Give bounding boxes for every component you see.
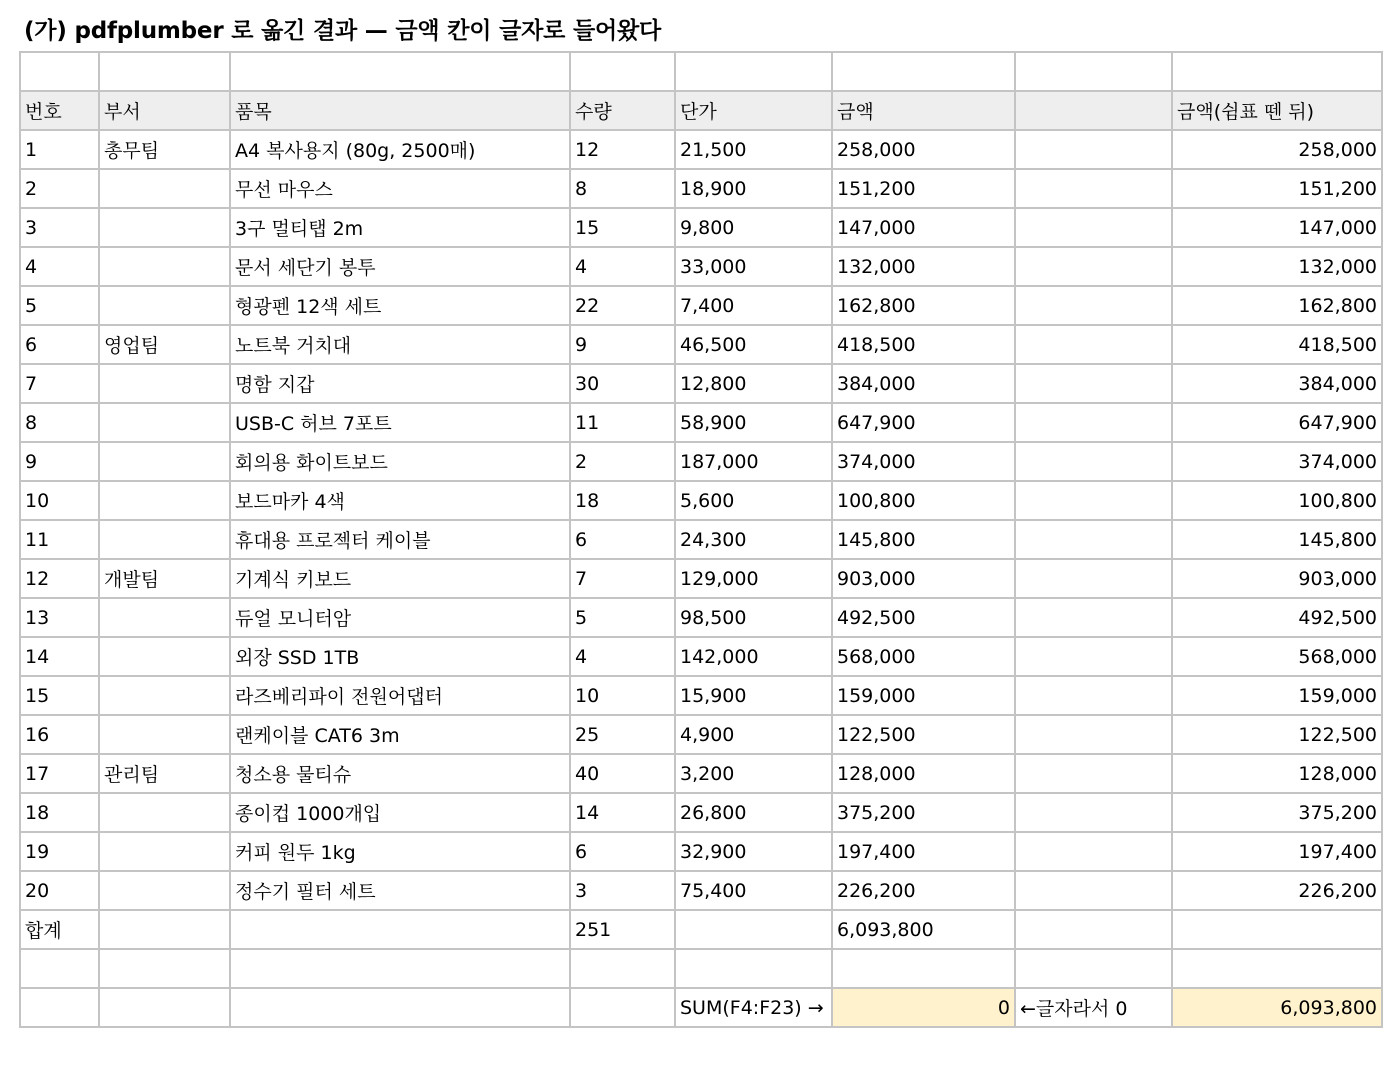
cell-amount-fixed[interactable]: 128,000 xyxy=(1172,754,1382,793)
cell-amount[interactable]: 226,200 xyxy=(832,871,1015,910)
table-row xyxy=(20,832,1382,871)
cell-item[interactable]: 형광펜 12색 세트 xyxy=(230,286,570,325)
cell-amount-fixed[interactable]: 122,500 xyxy=(1172,715,1382,754)
cell[interactable] xyxy=(675,949,832,988)
cell-dept[interactable] xyxy=(99,715,230,754)
cell-dept[interactable] xyxy=(99,832,230,871)
cell-extra[interactable] xyxy=(1015,442,1172,481)
cell-amount[interactable]: 374,000 xyxy=(832,442,1015,481)
cell-price[interactable]: 26,800 xyxy=(675,793,832,832)
cell[interactable] xyxy=(1015,910,1172,949)
cell-item[interactable]: 명함 지갑 xyxy=(230,364,570,403)
cell[interactable] xyxy=(570,988,675,1027)
spreadsheet-grid xyxy=(19,51,1383,1028)
cell-no[interactable]: 14 xyxy=(20,637,99,676)
cell-extra[interactable] xyxy=(1015,637,1172,676)
cell-price[interactable]: 58,900 xyxy=(675,403,832,442)
cell-item[interactable]: 휴대용 프로젝터 케이블 xyxy=(230,520,570,559)
cell-dept[interactable] xyxy=(99,403,230,442)
cell-amount-fixed[interactable]: 162,800 xyxy=(1172,286,1382,325)
cell-price[interactable]: 98,500 xyxy=(675,598,832,637)
cell-item[interactable]: 기계식 키보드 xyxy=(230,559,570,598)
sum-note-cell[interactable]: ←글자라서 0 xyxy=(1015,988,1172,1027)
cell-extra[interactable] xyxy=(1015,715,1172,754)
cell-no[interactable]: 16 xyxy=(20,715,99,754)
cell-qty[interactable]: 6 xyxy=(570,520,675,559)
cell-item[interactable]: 라즈베리파이 전원어댑터 xyxy=(230,676,570,715)
total-row xyxy=(20,910,1382,949)
cell-extra[interactable] xyxy=(1015,325,1172,364)
cell-item[interactable]: 듀얼 모니터암 xyxy=(230,598,570,637)
cell-qty[interactable]: 40 xyxy=(570,754,675,793)
cell-amount-fixed[interactable]: 132,000 xyxy=(1172,247,1382,286)
cell-dept[interactable] xyxy=(99,637,230,676)
cell[interactable] xyxy=(1172,949,1382,988)
cell-no[interactable]: 2 xyxy=(20,169,99,208)
cell[interactable] xyxy=(230,949,570,988)
cell[interactable] xyxy=(20,52,99,91)
cell-amount-fixed[interactable]: 374,000 xyxy=(1172,442,1382,481)
cell-extra[interactable] xyxy=(1015,793,1172,832)
cell-dept[interactable] xyxy=(99,871,230,910)
cell-extra[interactable] xyxy=(1015,247,1172,286)
cell-item[interactable]: A4 복사용지 (80g, 2500매) xyxy=(230,130,570,169)
cell-item[interactable]: 문서 세단기 봉투 xyxy=(230,247,570,286)
cell-price[interactable]: 129,000 xyxy=(675,559,832,598)
cell-price[interactable]: 75,400 xyxy=(675,871,832,910)
cell-price[interactable]: 4,900 xyxy=(675,715,832,754)
empty-row xyxy=(20,52,1382,91)
cell-extra[interactable] xyxy=(1015,754,1172,793)
cell-no[interactable]: 10 xyxy=(20,481,99,520)
cell-qty[interactable]: 3 xyxy=(570,871,675,910)
cell-dept[interactable] xyxy=(99,598,230,637)
cell-no[interactable]: 17 xyxy=(20,754,99,793)
table-row xyxy=(20,676,1382,715)
table-row xyxy=(20,247,1382,286)
cell-price[interactable]: 46,500 xyxy=(675,325,832,364)
cell[interactable] xyxy=(99,910,230,949)
cell-item[interactable]: 외장 SSD 1TB xyxy=(230,637,570,676)
cell[interactable] xyxy=(1015,52,1172,91)
cell-amount[interactable]: 132,000 xyxy=(832,247,1015,286)
cell-no[interactable]: 19 xyxy=(20,832,99,871)
header-cell-price[interactable]: 단가 xyxy=(675,91,832,130)
cell-price[interactable]: 12,800 xyxy=(675,364,832,403)
total-qty-cell[interactable]: 251 xyxy=(570,910,675,949)
table-row xyxy=(20,169,1382,208)
total-label-cell[interactable]: 합계 xyxy=(20,910,99,949)
cell-price[interactable]: 7,400 xyxy=(675,286,832,325)
cell-dept[interactable] xyxy=(99,442,230,481)
table-row xyxy=(20,442,1382,481)
cell-amount-fixed[interactable]: 647,900 xyxy=(1172,403,1382,442)
cell-amount[interactable]: 492,500 xyxy=(832,598,1015,637)
cell-amount[interactable]: 159,000 xyxy=(832,676,1015,715)
table-row xyxy=(20,403,1382,442)
cell-amount[interactable]: 145,800 xyxy=(832,520,1015,559)
cell-extra[interactable] xyxy=(1015,520,1172,559)
cell-amount-fixed[interactable]: 568,000 xyxy=(1172,637,1382,676)
cell-item[interactable]: 무선 마우스 xyxy=(230,169,570,208)
cell[interactable] xyxy=(230,910,570,949)
cell-qty[interactable]: 12 xyxy=(570,130,675,169)
cell-qty[interactable]: 11 xyxy=(570,403,675,442)
table-row xyxy=(20,598,1382,637)
cell-amount[interactable]: 197,400 xyxy=(832,832,1015,871)
cell-dept[interactable] xyxy=(99,247,230,286)
cell-no[interactable]: 12 xyxy=(20,559,99,598)
cell-item[interactable]: 보드마카 4색 xyxy=(230,481,570,520)
cell-qty[interactable]: 4 xyxy=(570,637,675,676)
cell-dept[interactable]: 총무팀 xyxy=(99,130,230,169)
cell-amount[interactable]: 122,500 xyxy=(832,715,1015,754)
cell-amount[interactable]: 568,000 xyxy=(832,637,1015,676)
table-row xyxy=(20,286,1382,325)
table-row xyxy=(20,871,1382,910)
cell-qty[interactable]: 6 xyxy=(570,832,675,871)
cell-qty[interactable]: 30 xyxy=(570,364,675,403)
header-cell-qty[interactable]: 수량 xyxy=(570,91,675,130)
cell-item[interactable]: 정수기 필터 세트 xyxy=(230,871,570,910)
cell-amount-fixed[interactable]: 145,800 xyxy=(1172,520,1382,559)
cell-extra[interactable] xyxy=(1015,169,1172,208)
cell-dept[interactable] xyxy=(99,520,230,559)
total-amount-cell[interactable]: 6,093,800 xyxy=(832,910,1015,949)
cell-no[interactable]: 1 xyxy=(20,130,99,169)
cell-no[interactable]: 13 xyxy=(20,598,99,637)
cell-dept[interactable] xyxy=(99,286,230,325)
cell-qty[interactable]: 4 xyxy=(570,247,675,286)
cell-extra[interactable] xyxy=(1015,208,1172,247)
cell-no[interactable]: 9 xyxy=(20,442,99,481)
cell-dept[interactable] xyxy=(99,169,230,208)
cell-amount[interactable]: 162,800 xyxy=(832,286,1015,325)
sum-result-cell[interactable]: 0 xyxy=(832,988,1015,1027)
cell-price[interactable]: 15,900 xyxy=(675,676,832,715)
cell-amount[interactable]: 418,500 xyxy=(832,325,1015,364)
cell-amount-fixed[interactable]: 100,800 xyxy=(1172,481,1382,520)
cell-price[interactable]: 32,900 xyxy=(675,832,832,871)
sum-formula-label[interactable]: SUM(F4:F23) → xyxy=(675,988,832,1027)
cell-extra[interactable] xyxy=(1015,481,1172,520)
cell[interactable] xyxy=(230,52,570,91)
cell-amount-fixed[interactable]: 375,200 xyxy=(1172,793,1382,832)
cell-amount-fixed[interactable]: 903,000 xyxy=(1172,559,1382,598)
cell-no[interactable]: 7 xyxy=(20,364,99,403)
cell-item[interactable]: 커피 원두 1kg xyxy=(230,832,570,871)
cell-amount[interactable]: 375,200 xyxy=(832,793,1015,832)
cell-dept[interactable] xyxy=(99,676,230,715)
cell-no[interactable]: 8 xyxy=(20,403,99,442)
cell-qty[interactable]: 14 xyxy=(570,793,675,832)
table-row xyxy=(20,520,1382,559)
cell[interactable] xyxy=(99,52,230,91)
cell-extra[interactable] xyxy=(1015,364,1172,403)
cell-extra[interactable] xyxy=(1015,871,1172,910)
cell-no[interactable]: 15 xyxy=(20,676,99,715)
cell-no[interactable]: 18 xyxy=(20,793,99,832)
spreadsheet-body xyxy=(20,52,1382,1027)
cell-amount-fixed[interactable]: 159,000 xyxy=(1172,676,1382,715)
cell-amount[interactable]: 151,200 xyxy=(832,169,1015,208)
cell-dept[interactable] xyxy=(99,208,230,247)
cell[interactable] xyxy=(832,949,1015,988)
header-cell-amount[interactable]: 금액 xyxy=(832,91,1015,130)
table-row xyxy=(20,559,1382,598)
cell-item[interactable]: USB-C 허브 7포트 xyxy=(230,403,570,442)
cell-no[interactable]: 4 xyxy=(20,247,99,286)
cell-extra[interactable] xyxy=(1015,559,1172,598)
cell-item[interactable]: 종이컵 1000개입 xyxy=(230,793,570,832)
cell-qty[interactable]: 18 xyxy=(570,481,675,520)
cell-dept[interactable] xyxy=(99,364,230,403)
cell-amount-fixed[interactable]: 384,000 xyxy=(1172,364,1382,403)
cell-item[interactable]: 청소용 물티슈 xyxy=(230,754,570,793)
cell-amount-fixed[interactable]: 492,500 xyxy=(1172,598,1382,637)
cell[interactable] xyxy=(1015,949,1172,988)
cell-price[interactable]: 21,500 xyxy=(675,130,832,169)
cell[interactable] xyxy=(99,949,230,988)
cell-item[interactable]: 랜케이블 CAT6 3m xyxy=(230,715,570,754)
cell-no[interactable]: 20 xyxy=(20,871,99,910)
cell-extra[interactable] xyxy=(1015,286,1172,325)
header-cell-extra[interactable] xyxy=(1015,91,1172,130)
cell-amount-fixed[interactable]: 197,400 xyxy=(1172,832,1382,871)
sum-fixed-result-cell[interactable]: 6,093,800 xyxy=(1172,988,1382,1027)
table-row xyxy=(20,715,1382,754)
sum-row xyxy=(20,988,1382,1027)
header-row xyxy=(20,91,1382,130)
cell-extra[interactable] xyxy=(1015,403,1172,442)
empty-row xyxy=(20,949,1382,988)
cell-item[interactable]: 3구 멀티탭 2m xyxy=(230,208,570,247)
table-row xyxy=(20,364,1382,403)
header-cell-dept[interactable]: 부서 xyxy=(99,91,230,130)
cell-extra[interactable] xyxy=(1015,676,1172,715)
cell-dept[interactable]: 관리팀 xyxy=(99,754,230,793)
table-row xyxy=(20,481,1382,520)
cell-item[interactable]: 회의용 화이트보드 xyxy=(230,442,570,481)
table-row xyxy=(20,754,1382,793)
cell-item[interactable]: 노트북 거치대 xyxy=(230,325,570,364)
table-row xyxy=(20,130,1382,169)
cell-amount[interactable]: 647,900 xyxy=(832,403,1015,442)
cell-qty[interactable]: 9 xyxy=(570,325,675,364)
table-row xyxy=(20,637,1382,676)
cell-qty[interactable]: 2 xyxy=(570,442,675,481)
cell-extra[interactable] xyxy=(1015,130,1172,169)
cell-no[interactable]: 6 xyxy=(20,325,99,364)
cell-price[interactable]: 187,000 xyxy=(675,442,832,481)
cell[interactable] xyxy=(675,52,832,91)
cell[interactable] xyxy=(675,910,832,949)
cell-price[interactable]: 3,200 xyxy=(675,754,832,793)
cell-qty[interactable]: 8 xyxy=(570,169,675,208)
cell-qty[interactable]: 15 xyxy=(570,208,675,247)
cell-amount[interactable]: 147,000 xyxy=(832,208,1015,247)
cell[interactable] xyxy=(1172,910,1382,949)
cell-amount[interactable]: 384,000 xyxy=(832,364,1015,403)
cell-extra[interactable] xyxy=(1015,832,1172,871)
cell-amount[interactable]: 128,000 xyxy=(832,754,1015,793)
cell[interactable] xyxy=(570,52,675,91)
table-row xyxy=(20,208,1382,247)
cell-dept[interactable]: 개발팀 xyxy=(99,559,230,598)
cell[interactable] xyxy=(20,949,99,988)
cell-no[interactable]: 11 xyxy=(20,520,99,559)
cell[interactable] xyxy=(832,52,1015,91)
cell-price[interactable]: 5,600 xyxy=(675,481,832,520)
cell-price[interactable]: 24,300 xyxy=(675,520,832,559)
header-cell-no[interactable]: 번호 xyxy=(20,91,99,130)
cell-amount[interactable]: 903,000 xyxy=(832,559,1015,598)
cell-extra[interactable] xyxy=(1015,598,1172,637)
cell-price[interactable]: 18,900 xyxy=(675,169,832,208)
cell-qty[interactable]: 7 xyxy=(570,559,675,598)
cell[interactable] xyxy=(1172,52,1382,91)
cell-dept[interactable] xyxy=(99,481,230,520)
cell-qty[interactable]: 22 xyxy=(570,286,675,325)
cell-price[interactable]: 142,000 xyxy=(675,637,832,676)
cell-price[interactable]: 33,000 xyxy=(675,247,832,286)
cell-qty[interactable]: 25 xyxy=(570,715,675,754)
header-cell-item[interactable]: 품목 xyxy=(230,91,570,130)
cell-no[interactable]: 5 xyxy=(20,286,99,325)
cell-price[interactable]: 9,800 xyxy=(675,208,832,247)
table-row xyxy=(20,325,1382,364)
cell[interactable] xyxy=(99,988,230,1027)
page-title: (가) pdfplumber 로 옮긴 결과 — 금액 칸이 글자로 들어왔다 xyxy=(24,18,662,44)
cell[interactable] xyxy=(230,988,570,1027)
cell-amount-fixed[interactable]: 418,500 xyxy=(1172,325,1382,364)
cell-amount-fixed[interactable]: 258,000 xyxy=(1172,130,1382,169)
cell[interactable] xyxy=(570,949,675,988)
cell-amount[interactable]: 258,000 xyxy=(832,130,1015,169)
header-cell-amount-fixed[interactable]: 금액(쉼표 뗀 뒤) xyxy=(1172,91,1382,130)
cell-amount-fixed[interactable]: 147,000 xyxy=(1172,208,1382,247)
cell-amount-fixed[interactable]: 151,200 xyxy=(1172,169,1382,208)
cell-dept[interactable]: 영업팀 xyxy=(99,325,230,364)
cell-qty[interactable]: 5 xyxy=(570,598,675,637)
cell-dept[interactable] xyxy=(99,793,230,832)
cell-qty[interactable]: 10 xyxy=(570,676,675,715)
cell-amount[interactable]: 100,800 xyxy=(832,481,1015,520)
cell[interactable] xyxy=(20,988,99,1027)
cell-no[interactable]: 3 xyxy=(20,208,99,247)
table-row xyxy=(20,793,1382,832)
cell-amount-fixed[interactable]: 226,200 xyxy=(1172,871,1382,910)
